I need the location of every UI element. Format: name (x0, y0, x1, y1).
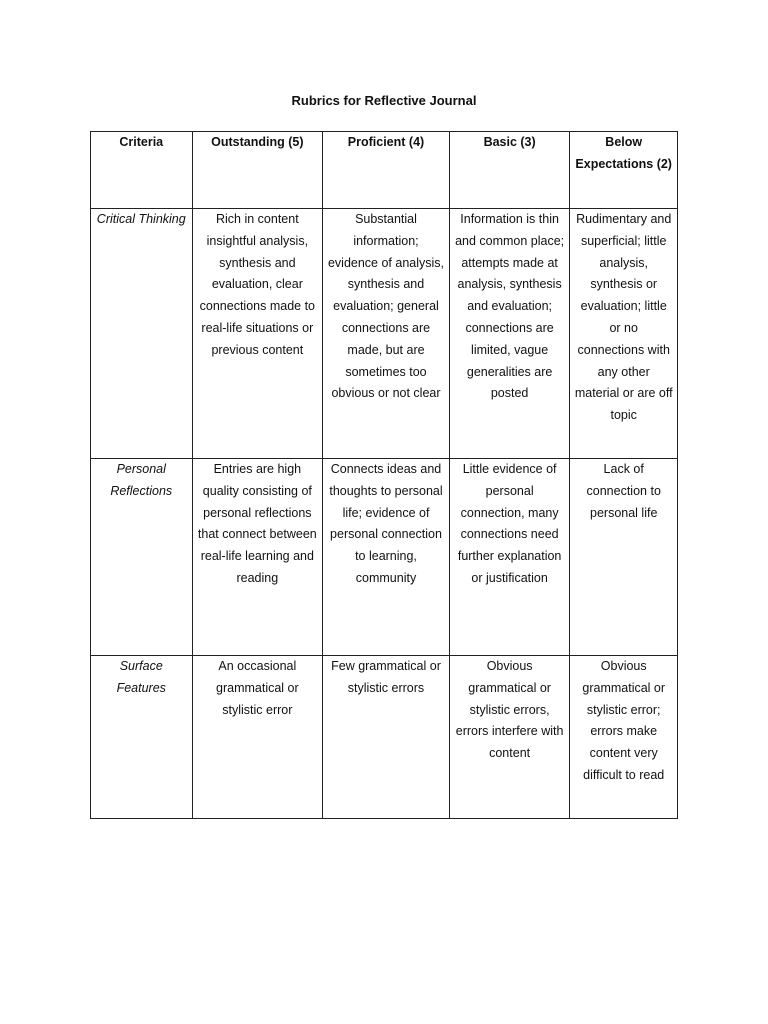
rubric-cell-basic: Information is thin and common place; attempts made at analysis, synthesis and evaluation; connections are limited, vague generalities are posted (449, 209, 570, 459)
header-criteria: Criteria (91, 132, 193, 209)
rubric-cell-proficient: Substantial information; evidence of analysis, synthesis and evaluation; general connections are made, but are sometimes too obvious or not clear (323, 209, 450, 459)
rubric-cell-below-expectations: Lack of connection to personal life (570, 459, 678, 656)
criteria-cell: Critical Thinking (91, 209, 193, 459)
rubric-cell-outstanding: Rich in content insightful analysis, synthesis and evaluation, clear connections made to real-life situations or previous content (192, 209, 323, 459)
rubric-cell-proficient: Few grammatical or stylistic errors (323, 656, 450, 819)
table-row-surface-features (91, 656, 678, 819)
header-basic: Basic (3) (449, 132, 570, 209)
criteria-cell: Surface Features (91, 656, 193, 819)
table-header-row (91, 132, 678, 209)
rubric-cell-below-expectations: Obvious grammatical or stylistic error; errors make content very difficult to read (570, 656, 678, 819)
rubric-cell-below-expectations: Rudimentary and superficial; little analysis, synthesis or evaluation; little or no connections with any other material or are off topic (570, 209, 678, 459)
criteria-cell: Personal Reflections (91, 459, 193, 656)
header-below-expectations: Below Expectations (2) (570, 132, 678, 209)
rubric-cell-basic: Obvious grammatical or stylistic errors, errors interfere with content (449, 656, 570, 819)
header-outstanding: Outstanding (5) (192, 132, 323, 209)
header-proficient: Proficient (4) (323, 132, 450, 209)
rubric-cell-outstanding: An occasional grammatical or stylistic error (192, 656, 323, 819)
rubric-table (90, 131, 678, 819)
document-title: Rubrics for Reflective Journal (291, 93, 477, 108)
table-row-personal-reflections (91, 459, 678, 656)
rubric-cell-basic: Little evidence of personal connection, many connections need further explanation or justification (449, 459, 570, 656)
rubric-cell-proficient: Connects ideas and thoughts to personal life; evidence of personal connection to learning, community (323, 459, 450, 656)
rubric-cell-outstanding: Entries are high quality consisting of personal reflections that connect between real-life learning and reading (192, 459, 323, 656)
table-row-critical-thinking (91, 209, 678, 459)
